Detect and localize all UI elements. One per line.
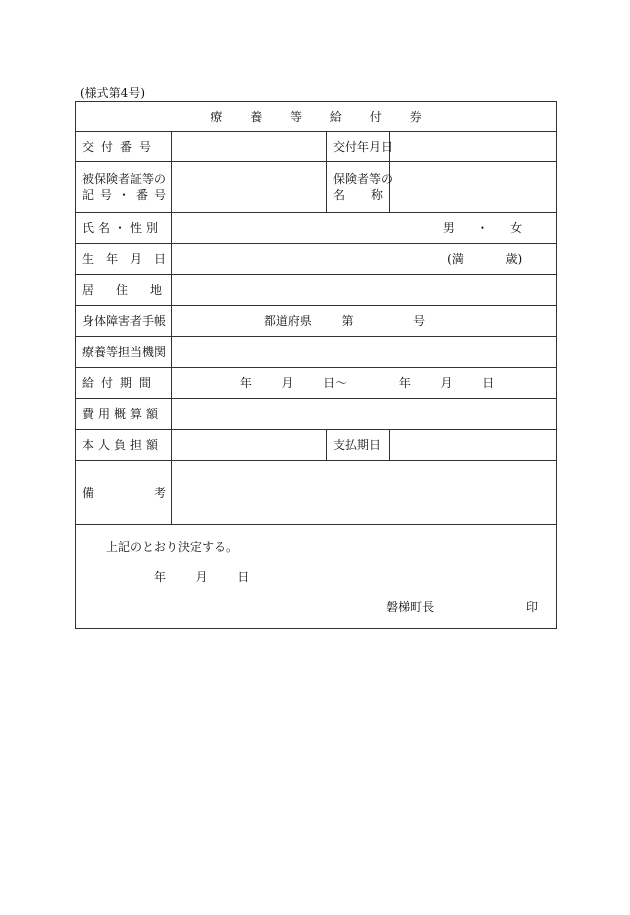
insurer-value[interactable]	[390, 162, 557, 213]
residence-label: 居住地	[76, 275, 172, 306]
disability-handbook-label: 身体障害者手帳	[76, 306, 172, 337]
period-row	[76, 368, 557, 399]
decision-day: 日	[237, 570, 250, 584]
title-char: 等	[290, 109, 303, 124]
period-month-2: 月	[440, 376, 453, 390]
period-year-1: 年	[239, 376, 252, 390]
residence-value[interactable]	[172, 275, 557, 306]
medical-institution-label: 療養等担当機関	[76, 337, 172, 368]
period-month-1: 月	[281, 376, 294, 390]
mayor-signature	[386, 599, 538, 615]
birth-row	[76, 244, 557, 275]
prefecture-text: 都道府県	[263, 314, 312, 328]
birth-date-label: 生年月日	[76, 244, 172, 275]
payment-date-label: 支払期日	[327, 430, 390, 461]
issue-date-label: 交付年月日	[327, 132, 390, 162]
gou-text: 号	[413, 314, 426, 328]
estimated-cost-row	[76, 399, 557, 430]
handbook-row	[76, 306, 557, 337]
birth-date-value[interactable]	[172, 244, 557, 275]
name-row	[76, 213, 557, 244]
decision-month: 月	[195, 570, 208, 584]
disability-handbook-value[interactable]	[172, 306, 557, 337]
insurer-label: 保険者等の 名称	[327, 162, 390, 213]
gender-dot: ・	[476, 221, 489, 235]
mayor-title: 磐梯町長	[386, 600, 435, 614]
decision-block	[76, 525, 557, 629]
residence-row	[76, 275, 557, 306]
payment-date-value[interactable]	[390, 430, 557, 461]
decision-date	[154, 569, 249, 585]
gender-female: 女	[510, 221, 523, 235]
seal-mark: 印	[526, 600, 539, 614]
remarks-row	[76, 461, 557, 525]
period-day-1: 日～	[323, 376, 348, 390]
remarks-value[interactable]	[172, 461, 557, 525]
title-char: 券	[409, 109, 422, 124]
title-char: 給	[329, 109, 342, 124]
age-close: 歳)	[505, 252, 523, 266]
remarks-label: 備考	[76, 461, 172, 525]
estimated-cost-label: 費用概算額	[76, 399, 172, 430]
decision-year: 年	[154, 570, 167, 584]
self-burden-label: 本人負担額	[76, 430, 172, 461]
decision-row	[76, 525, 557, 629]
issue-date-value[interactable]	[390, 132, 557, 162]
form-number: (様式第4号)	[80, 86, 145, 100]
self-burden-row	[76, 430, 557, 461]
title-char: 付	[369, 109, 382, 124]
period-day-2: 日	[482, 376, 495, 390]
self-burden-value[interactable]	[172, 430, 327, 461]
gender-male: 男	[442, 221, 455, 235]
issue-number-value[interactable]	[172, 132, 327, 162]
insured-card-value[interactable]	[172, 162, 327, 213]
form-title	[76, 102, 557, 132]
benefit-period-value[interactable]	[172, 368, 557, 399]
period-year-2: 年	[398, 376, 411, 390]
benefit-period-label: 給付期間	[76, 368, 172, 399]
title-char: 養	[250, 109, 263, 124]
insured-card-label: 被保険者証等の 記号・番号	[76, 162, 172, 213]
dai-text: 第	[341, 314, 354, 328]
benefit-ticket-form	[75, 101, 557, 629]
insured-row	[76, 162, 557, 213]
name-gender-label: 氏名・性別	[76, 213, 172, 244]
title-row	[76, 102, 557, 132]
estimated-cost-value[interactable]	[172, 399, 557, 430]
age-open: (満	[447, 252, 464, 266]
issue-number-label: 交付番号	[76, 132, 172, 162]
decision-statement: 上記のとおり決定する。	[106, 540, 239, 554]
name-gender-value[interactable]	[172, 213, 557, 244]
title-char: 療	[210, 109, 223, 124]
issue-row	[76, 132, 557, 162]
medical-institution-value[interactable]	[172, 337, 557, 368]
institution-row	[76, 337, 557, 368]
